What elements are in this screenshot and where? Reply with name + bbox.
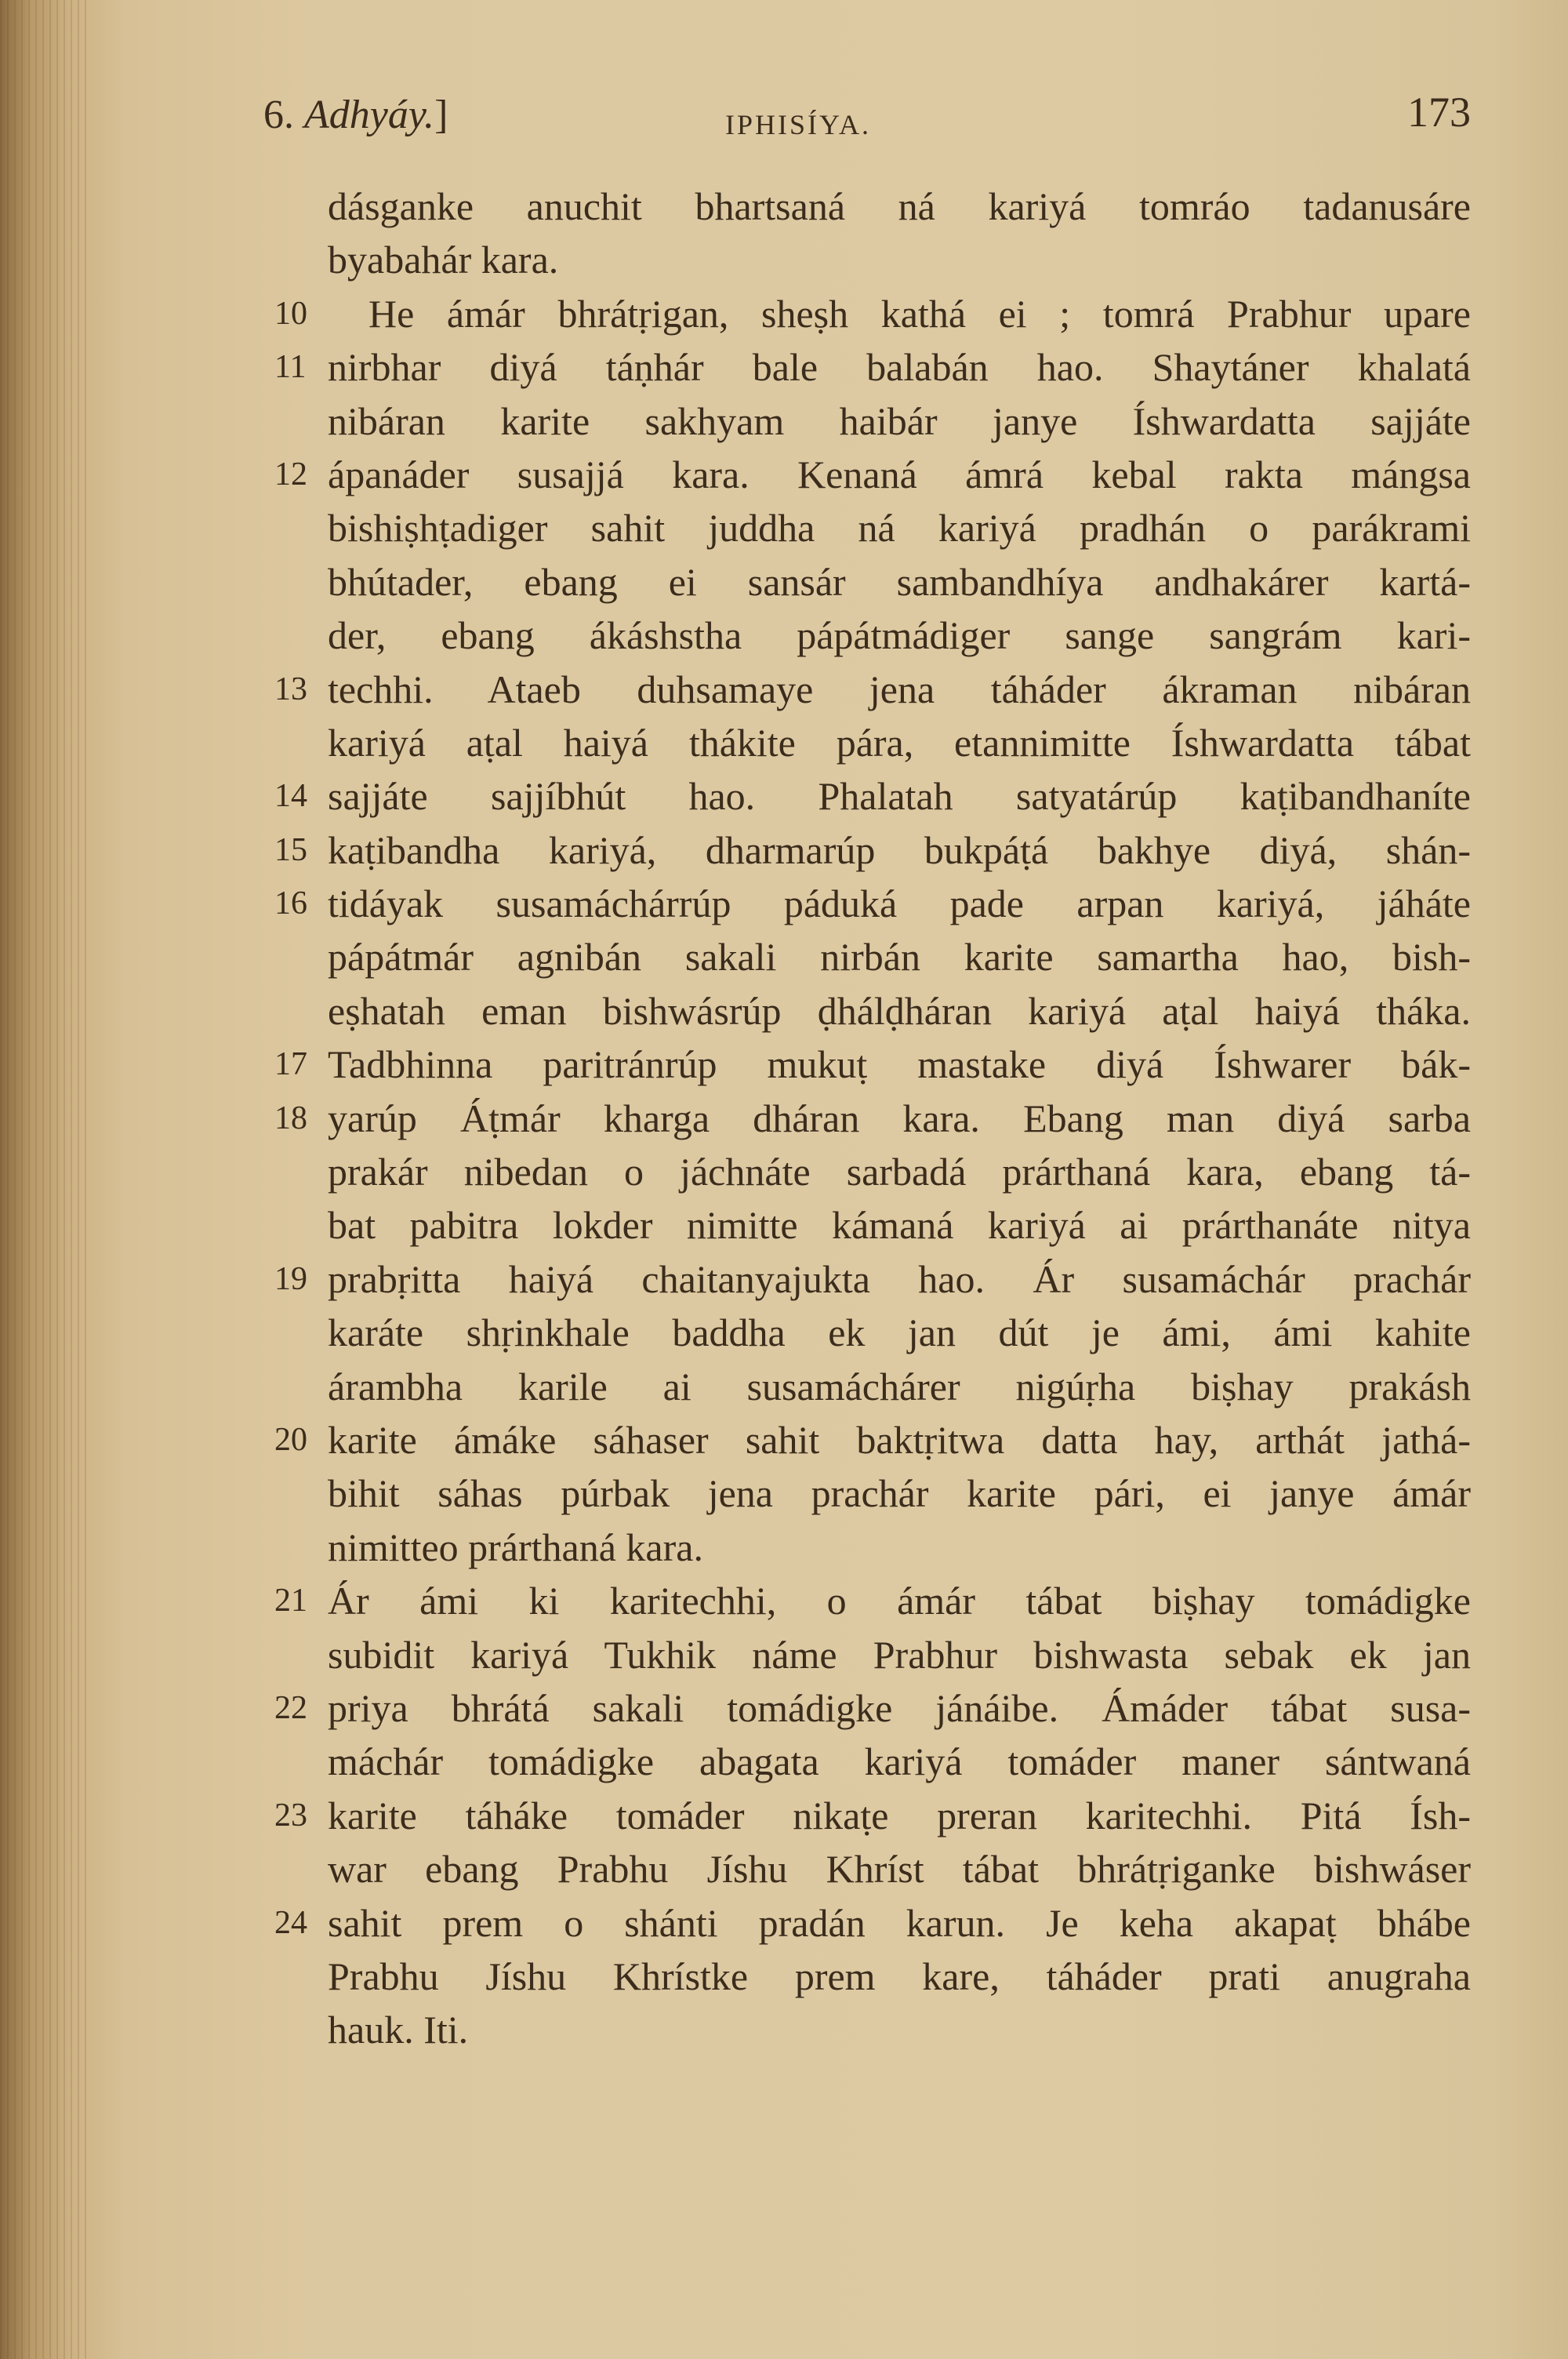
line-text: techhi. Ataeb duhsamaye jena táháder ákraman nibáran xyxy=(328,667,1471,711)
line-text: sajjáte sajjíbhút hao. Phalatah satyatárúp kaṭibandhaníte xyxy=(328,774,1471,819)
line-text: Tadbhinna paritránrúp mukuṭ mastake diyá Íshwarer bák- xyxy=(328,1042,1471,1087)
running-head-title: IPHISÍYA. xyxy=(725,109,872,140)
line-text: Prabhu Jíshu Khrístke prem kare, táháder prati anugraha xyxy=(328,1954,1471,1998)
text-line xyxy=(0,1306,1568,1359)
text-line xyxy=(0,1789,1568,1842)
text-line xyxy=(0,1252,1568,1306)
chapter-number: 6. xyxy=(263,93,294,137)
text-line xyxy=(0,448,1568,501)
line-text: der, ebang ákáshstha pápátmádiger sange sangrám kari- xyxy=(328,613,1471,658)
line-text: karite táháke tomáder nikaṭe preran karitechhi. Pitá Ísh- xyxy=(328,1793,1471,1837)
line-text: karite ámáke sáhaser sahit baktṛitwa datta hay, arthát jathá- xyxy=(328,1417,1471,1462)
text-line xyxy=(0,1628,1568,1681)
line-text: nirbhar diyá táṇhár bale balabán hao. Shaytáner khalatá xyxy=(328,345,1471,390)
line-text: Ár ámi ki karitechhi, o ámár tábat biṣhay tomádigke xyxy=(328,1579,1471,1623)
text-line xyxy=(0,1950,1568,2003)
line-text: sahit prem o shánti pradán karun. Je keha akapaṭ bhábe xyxy=(328,1900,1471,1945)
text-line xyxy=(0,1521,1568,1574)
text-line xyxy=(0,984,1568,1038)
line-text: hauk. Iti. xyxy=(328,2008,469,2052)
line-text: kaṭibandha kariyá, dharmarúp bukpáṭá bakhye diyá, shán- xyxy=(328,827,1471,872)
text-line xyxy=(0,180,1568,233)
page-number: 173 xyxy=(1407,89,1471,136)
line-text: nibáran karite sakhyam haibár janye Íshwardatta sajjáte xyxy=(328,398,1471,443)
line-text: nimitteo prárthaná kara. xyxy=(328,1525,703,1569)
verse-number: 24 xyxy=(274,1904,307,1941)
page-body xyxy=(0,180,1568,2057)
text-line xyxy=(0,555,1568,609)
line-text: He ámár bhrátṛigan, sheṣh kathá ei ; tomrá Prabhur upare xyxy=(368,291,1471,336)
line-text: war ebang Prabhu Jíshu Khríst tábat bhrátṛiganke bishwáser xyxy=(328,1847,1471,1892)
verse-number: 17 xyxy=(274,1046,307,1083)
verse-number: 18 xyxy=(274,1100,307,1136)
verse-number: 12 xyxy=(274,456,307,493)
verse-number: 13 xyxy=(274,671,307,707)
chapter-word: Adhyáy. xyxy=(304,93,435,137)
text-line xyxy=(0,1198,1568,1252)
line-text: subidit kariyá Tukhik náme Prabhur bishwasta sebak ek jan xyxy=(328,1632,1471,1677)
line-text: kariyá aṭal haiyá thákite pára, etannimitte Íshwardatta tábat xyxy=(328,720,1471,765)
text-line xyxy=(0,1413,1568,1467)
running-head-chapter xyxy=(263,88,448,143)
chapter-bracket: ] xyxy=(434,93,448,137)
verse-number: 23 xyxy=(274,1797,307,1834)
verse-number: 20 xyxy=(274,1421,307,1458)
text-line xyxy=(0,1574,1568,1627)
text-line xyxy=(0,663,1568,716)
text-line xyxy=(0,1681,1568,1735)
line-text: bishiṣhṭadiger sahit juddha ná kariyá pradhán o parákrami xyxy=(328,506,1471,551)
verse-number: 22 xyxy=(274,1689,307,1726)
line-text: eṣhatah eman bishwásrúp ḍhálḍháran kariyá aṭal haiyá tháka. xyxy=(328,988,1471,1033)
text-line xyxy=(0,1038,1568,1091)
text-line xyxy=(0,716,1568,769)
text-line xyxy=(0,501,1568,554)
line-text: byabahár kara. xyxy=(328,238,559,282)
line-text: bat pabitra lokder nimitte kámaná kariyá ai prárthanáte nitya xyxy=(328,1203,1471,1248)
verse-number: 16 xyxy=(274,885,307,922)
line-text: árambha karile ai susamáchárer nigúṛha biṣhay prakásh xyxy=(328,1364,1471,1408)
text-line xyxy=(0,1896,1568,1950)
verse-number: 14 xyxy=(274,778,307,815)
text-line xyxy=(0,1092,1568,1145)
text-line xyxy=(0,877,1568,930)
verse-number: 21 xyxy=(274,1583,307,1619)
text-line xyxy=(0,1842,1568,1896)
line-text: bihit sáhas púrbak jena prachár karite pári, ei janye ámár xyxy=(328,1471,1471,1516)
line-text: ápanáder susajjá kara. Kenaná ámrá kebal rakta mángsa xyxy=(328,452,1471,496)
text-line xyxy=(0,287,1568,340)
text-line xyxy=(0,769,1568,823)
text-line xyxy=(0,1145,1568,1198)
line-text: prakár nibedan o jáchnáte sarbadá prárthaná kara, ebang tá- xyxy=(328,1150,1471,1194)
verse-number: 15 xyxy=(274,831,307,868)
line-text: karáte shṛinkhale baddha ek jan dút je ámi, ámi kahite xyxy=(328,1310,1471,1355)
text-line xyxy=(0,1360,1568,1413)
verse-number: 11 xyxy=(274,349,307,386)
text-line xyxy=(0,233,1568,286)
line-text: priya bhrátá sakali tomádigke jánáibe. Ámáder tábat susa- xyxy=(328,1685,1471,1730)
line-text: máchár tomádigke abagata kariyá tomáder maner sántwaná xyxy=(328,1739,1471,1784)
line-text: dásganke anuchit bhartsaná ná kariyá tomráo tadanusáre xyxy=(328,184,1471,228)
text-line xyxy=(0,394,1568,448)
line-text: yarúp Áṭmár kharga dháran kara. Ebang man diyá sarba xyxy=(328,1096,1471,1140)
line-text: bhútader, ebang ei sansár sambandhíya andhakárer kartá- xyxy=(328,559,1471,604)
text-line xyxy=(0,1467,1568,1520)
line-text: tidáyak susamáchárrúp páduká pade arpan kariyá, jáháte xyxy=(328,881,1471,926)
verse-number: 10 xyxy=(274,295,307,332)
verse-number: 19 xyxy=(274,1260,307,1297)
text-line xyxy=(0,340,1568,394)
text-line xyxy=(0,1735,1568,1788)
line-text: pápátmár agnibán sakali nirbán karite samartha hao, bish- xyxy=(328,935,1471,980)
line-text: prabṛitta haiyá chaitanyajukta hao. Ár susamáchár prachár xyxy=(328,1256,1471,1301)
text-line xyxy=(0,930,1568,983)
text-line xyxy=(0,609,1568,662)
text-line xyxy=(0,2003,1568,2056)
text-line xyxy=(0,823,1568,877)
